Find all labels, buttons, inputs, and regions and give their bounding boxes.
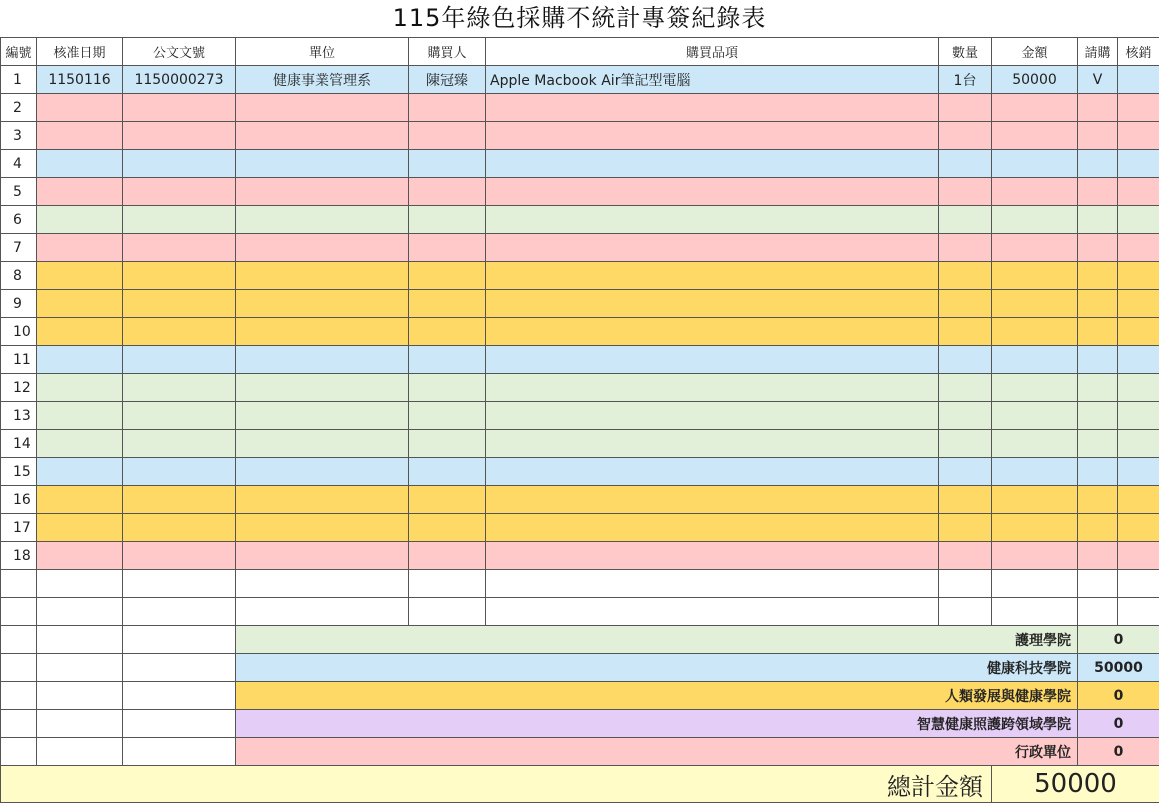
unit-cell[interactable] bbox=[236, 318, 409, 346]
request-cell[interactable] bbox=[1078, 206, 1118, 234]
quantity-cell[interactable] bbox=[939, 178, 992, 206]
quantity-cell[interactable] bbox=[939, 234, 992, 262]
header-no: 編號 bbox=[1, 38, 37, 66]
request-cell[interactable]: V bbox=[1078, 66, 1118, 94]
verify-cell[interactable] bbox=[1118, 402, 1159, 430]
empty-cell bbox=[123, 654, 236, 682]
buyer-cell[interactable] bbox=[409, 542, 486, 570]
item-cell[interactable] bbox=[486, 374, 939, 402]
amount-cell[interactable]: 50000 bbox=[992, 66, 1078, 94]
unit-cell[interactable] bbox=[236, 262, 409, 290]
college-label: 智慧健康照護跨領域學院 bbox=[236, 710, 1078, 738]
item-cell[interactable] bbox=[486, 290, 939, 318]
record-table bbox=[0, 37, 1159, 803]
doc-number-cell[interactable] bbox=[123, 598, 236, 626]
unit-cell[interactable]: 健康事業管理系 bbox=[236, 66, 409, 94]
unit-cell[interactable] bbox=[236, 94, 409, 122]
item-cell[interactable] bbox=[486, 178, 939, 206]
table-row bbox=[1, 318, 1159, 346]
buyer-cell[interactable] bbox=[409, 402, 486, 430]
request-cell[interactable] bbox=[1078, 570, 1118, 598]
item-cell[interactable] bbox=[486, 402, 939, 430]
request-cell[interactable] bbox=[1078, 458, 1118, 486]
doc-number-cell[interactable] bbox=[123, 514, 236, 542]
table-row bbox=[1, 402, 1159, 430]
unit-cell[interactable] bbox=[236, 486, 409, 514]
quantity-cell[interactable] bbox=[939, 206, 992, 234]
row-number[interactable]: 11 bbox=[1, 346, 37, 374]
empty-cell bbox=[1, 654, 37, 682]
request-cell[interactable] bbox=[1078, 402, 1118, 430]
empty-cell bbox=[123, 626, 236, 654]
empty-cell bbox=[37, 710, 123, 738]
verify-cell[interactable] bbox=[1118, 206, 1159, 234]
amount-cell[interactable] bbox=[992, 206, 1078, 234]
amount-cell[interactable] bbox=[992, 402, 1078, 430]
approval-date-cell[interactable] bbox=[37, 318, 123, 346]
quantity-cell[interactable] bbox=[939, 346, 992, 374]
approval-date-cell[interactable] bbox=[37, 178, 123, 206]
amount-cell[interactable] bbox=[992, 94, 1078, 122]
header-qty: 數量 bbox=[939, 38, 992, 66]
approval-date-cell[interactable] bbox=[37, 570, 123, 598]
request-cell[interactable] bbox=[1078, 122, 1118, 150]
header-doc: 公文文號 bbox=[123, 38, 236, 66]
item-cell[interactable] bbox=[486, 150, 939, 178]
amount-cell[interactable] bbox=[992, 570, 1078, 598]
header-verify: 核銷 bbox=[1118, 38, 1159, 66]
row-number[interactable]: 5 bbox=[1, 178, 37, 206]
empty-cell bbox=[123, 738, 236, 766]
row-number[interactable]: 2 bbox=[1, 94, 37, 122]
buyer-cell[interactable] bbox=[409, 430, 486, 458]
table-row bbox=[1, 514, 1159, 542]
verify-cell[interactable] bbox=[1118, 346, 1159, 374]
doc-number-cell[interactable] bbox=[123, 542, 236, 570]
table-row bbox=[1, 458, 1159, 486]
college-label: 行政單位 bbox=[236, 738, 1078, 766]
unit-cell[interactable] bbox=[236, 206, 409, 234]
request-cell[interactable] bbox=[1078, 374, 1118, 402]
college-subtotal: 0 bbox=[1078, 682, 1159, 710]
doc-number-cell[interactable] bbox=[123, 234, 236, 262]
verify-cell[interactable] bbox=[1118, 598, 1159, 626]
doc-number-cell[interactable] bbox=[123, 290, 236, 318]
buyer-cell[interactable] bbox=[409, 346, 486, 374]
request-cell[interactable] bbox=[1078, 94, 1118, 122]
item-cell[interactable] bbox=[486, 570, 939, 598]
buyer-cell[interactable] bbox=[409, 290, 486, 318]
verify-cell[interactable] bbox=[1118, 458, 1159, 486]
unit-cell[interactable] bbox=[236, 570, 409, 598]
row-number[interactable]: 1 bbox=[1, 66, 37, 94]
request-cell[interactable] bbox=[1078, 514, 1118, 542]
row-number[interactable]: 17 bbox=[1, 514, 37, 542]
table-row bbox=[1, 430, 1159, 458]
college-label: 健康科技學院 bbox=[236, 654, 1078, 682]
request-cell[interactable] bbox=[1078, 598, 1118, 626]
college-subtotal: 0 bbox=[1078, 710, 1159, 738]
college-subtotal: 0 bbox=[1078, 738, 1159, 766]
verify-cell[interactable] bbox=[1118, 486, 1159, 514]
header-request: 請購 bbox=[1078, 38, 1118, 66]
quantity-cell[interactable] bbox=[939, 290, 992, 318]
empty-cell bbox=[1, 710, 37, 738]
header-unit: 單位 bbox=[236, 38, 409, 66]
item-cell[interactable] bbox=[486, 430, 939, 458]
row-number[interactable]: 9 bbox=[1, 290, 37, 318]
doc-number-cell[interactable] bbox=[123, 570, 236, 598]
item-cell[interactable] bbox=[486, 234, 939, 262]
quantity-cell[interactable] bbox=[939, 150, 992, 178]
row-number[interactable]: 4 bbox=[1, 150, 37, 178]
verify-cell[interactable] bbox=[1118, 178, 1159, 206]
empty-cell bbox=[1, 738, 37, 766]
doc-number-cell[interactable] bbox=[123, 178, 236, 206]
header-buyer: 購買人 bbox=[409, 38, 486, 66]
doc-number-cell[interactable] bbox=[123, 458, 236, 486]
quantity-cell[interactable] bbox=[939, 318, 992, 346]
table-row bbox=[1, 150, 1159, 178]
unit-cell[interactable] bbox=[236, 234, 409, 262]
row-number[interactable]: 3 bbox=[1, 122, 37, 150]
row-number[interactable]: 13 bbox=[1, 402, 37, 430]
row-number[interactable] bbox=[1, 570, 37, 598]
row-number[interactable]: 8 bbox=[1, 262, 37, 290]
quantity-cell[interactable] bbox=[939, 374, 992, 402]
verify-cell[interactable] bbox=[1118, 374, 1159, 402]
buyer-cell[interactable] bbox=[409, 150, 486, 178]
doc-number-cell[interactable] bbox=[123, 486, 236, 514]
unit-cell[interactable] bbox=[236, 514, 409, 542]
item-cell[interactable] bbox=[486, 598, 939, 626]
buyer-cell[interactable]: 陳冠臻 bbox=[409, 66, 486, 94]
total-label: 總計金額 bbox=[1, 766, 992, 803]
item-cell[interactable] bbox=[486, 514, 939, 542]
amount-cell[interactable] bbox=[992, 542, 1078, 570]
row-number[interactable]: 12 bbox=[1, 374, 37, 402]
item-cell[interactable] bbox=[486, 94, 939, 122]
request-cell[interactable] bbox=[1078, 290, 1118, 318]
amount-cell[interactable] bbox=[992, 486, 1078, 514]
verify-cell[interactable] bbox=[1118, 150, 1159, 178]
amount-cell[interactable] bbox=[992, 598, 1078, 626]
quantity-cell[interactable] bbox=[939, 458, 992, 486]
table-row bbox=[1, 598, 1159, 626]
unit-cell[interactable] bbox=[236, 374, 409, 402]
amount-cell[interactable] bbox=[992, 458, 1078, 486]
buyer-cell[interactable] bbox=[409, 486, 486, 514]
quantity-cell[interactable] bbox=[939, 514, 992, 542]
row-number[interactable]: 10 bbox=[1, 318, 37, 346]
table-row bbox=[1, 234, 1159, 262]
quantity-cell[interactable] bbox=[939, 402, 992, 430]
amount-cell[interactable] bbox=[992, 290, 1078, 318]
approval-date-cell[interactable] bbox=[37, 290, 123, 318]
item-cell[interactable] bbox=[486, 542, 939, 570]
empty-cell bbox=[123, 710, 236, 738]
approval-date-cell[interactable] bbox=[37, 94, 123, 122]
summary-row bbox=[1, 710, 1159, 738]
verify-cell[interactable] bbox=[1118, 94, 1159, 122]
buyer-cell[interactable] bbox=[409, 374, 486, 402]
unit-cell[interactable] bbox=[236, 402, 409, 430]
row-number[interactable]: 7 bbox=[1, 234, 37, 262]
quantity-cell[interactable] bbox=[939, 598, 992, 626]
amount-cell[interactable] bbox=[992, 178, 1078, 206]
approval-date-cell[interactable]: 1150116 bbox=[37, 66, 123, 94]
verify-cell[interactable] bbox=[1118, 570, 1159, 598]
empty-cell bbox=[37, 626, 123, 654]
approval-date-cell[interactable] bbox=[37, 150, 123, 178]
approval-date-cell[interactable] bbox=[37, 598, 123, 626]
request-cell[interactable] bbox=[1078, 486, 1118, 514]
approval-date-cell[interactable] bbox=[37, 234, 123, 262]
sheet-title: 115年綠色採購不統計專簽紀錄表 bbox=[392, 4, 767, 32]
row-number[interactable]: 18 bbox=[1, 542, 37, 570]
item-cell[interactable] bbox=[486, 458, 939, 486]
quantity-cell[interactable] bbox=[939, 486, 992, 514]
approval-date-cell[interactable] bbox=[37, 206, 123, 234]
approval-date-cell[interactable] bbox=[37, 458, 123, 486]
amount-cell[interactable] bbox=[992, 318, 1078, 346]
amount-cell[interactable] bbox=[992, 374, 1078, 402]
verify-cell[interactable] bbox=[1118, 430, 1159, 458]
row-number[interactable]: 15 bbox=[1, 458, 37, 486]
quantity-cell[interactable] bbox=[939, 542, 992, 570]
unit-cell[interactable] bbox=[236, 122, 409, 150]
doc-number-cell[interactable] bbox=[123, 94, 236, 122]
header-date: 核准日期 bbox=[37, 38, 123, 66]
row-number[interactable]: 14 bbox=[1, 430, 37, 458]
doc-number-cell[interactable] bbox=[123, 262, 236, 290]
buyer-cell[interactable] bbox=[409, 94, 486, 122]
table-row bbox=[1, 122, 1159, 150]
verify-cell[interactable] bbox=[1118, 234, 1159, 262]
doc-number-cell[interactable]: 1150000273 bbox=[123, 66, 236, 94]
unit-cell[interactable] bbox=[236, 542, 409, 570]
item-cell[interactable] bbox=[486, 346, 939, 374]
unit-cell[interactable] bbox=[236, 178, 409, 206]
approval-date-cell[interactable] bbox=[37, 402, 123, 430]
table-row bbox=[1, 66, 1159, 94]
college-subtotal: 0 bbox=[1078, 626, 1159, 654]
summary-row bbox=[1, 654, 1159, 682]
verify-cell[interactable] bbox=[1118, 66, 1159, 94]
request-cell[interactable] bbox=[1078, 150, 1118, 178]
summary-row bbox=[1, 738, 1159, 766]
empty-cell bbox=[123, 682, 236, 710]
unit-cell[interactable] bbox=[236, 430, 409, 458]
buyer-cell[interactable] bbox=[409, 458, 486, 486]
quantity-cell[interactable] bbox=[939, 262, 992, 290]
request-cell[interactable] bbox=[1078, 346, 1118, 374]
doc-number-cell[interactable] bbox=[123, 402, 236, 430]
unit-cell[interactable] bbox=[236, 346, 409, 374]
total-amount: 50000 bbox=[992, 766, 1159, 803]
table-row bbox=[1, 290, 1159, 318]
request-cell[interactable] bbox=[1078, 262, 1118, 290]
doc-number-cell[interactable] bbox=[123, 206, 236, 234]
request-cell[interactable] bbox=[1078, 234, 1118, 262]
unit-cell[interactable] bbox=[236, 598, 409, 626]
request-cell[interactable] bbox=[1078, 542, 1118, 570]
amount-cell[interactable] bbox=[992, 346, 1078, 374]
approval-date-cell[interactable] bbox=[37, 374, 123, 402]
approval-date-cell[interactable] bbox=[37, 346, 123, 374]
amount-cell[interactable] bbox=[992, 430, 1078, 458]
buyer-cell[interactable] bbox=[409, 206, 486, 234]
item-cell[interactable] bbox=[486, 206, 939, 234]
item-cell[interactable] bbox=[486, 262, 939, 290]
doc-number-cell[interactable] bbox=[123, 318, 236, 346]
table-row bbox=[1, 94, 1159, 122]
header-amount: 金額 bbox=[992, 38, 1078, 66]
verify-cell[interactable] bbox=[1118, 290, 1159, 318]
table-row bbox=[1, 178, 1159, 206]
amount-cell[interactable] bbox=[992, 150, 1078, 178]
buyer-cell[interactable] bbox=[409, 570, 486, 598]
college-subtotal: 50000 bbox=[1078, 654, 1159, 682]
buyer-cell[interactable] bbox=[409, 514, 486, 542]
summary-row bbox=[1, 626, 1159, 654]
empty-cell bbox=[37, 682, 123, 710]
doc-number-cell[interactable] bbox=[123, 374, 236, 402]
table-row bbox=[1, 346, 1159, 374]
row-number[interactable]: 16 bbox=[1, 486, 37, 514]
buyer-cell[interactable] bbox=[409, 318, 486, 346]
request-cell[interactable] bbox=[1078, 430, 1118, 458]
doc-number-cell[interactable] bbox=[123, 122, 236, 150]
verify-cell[interactable] bbox=[1118, 318, 1159, 346]
buyer-cell[interactable] bbox=[409, 598, 486, 626]
quantity-cell[interactable] bbox=[939, 122, 992, 150]
doc-number-cell[interactable] bbox=[123, 150, 236, 178]
verify-cell[interactable] bbox=[1118, 122, 1159, 150]
empty-cell bbox=[1, 626, 37, 654]
college-label: 護理學院 bbox=[236, 626, 1078, 654]
unit-cell[interactable] bbox=[236, 290, 409, 318]
approval-date-cell[interactable] bbox=[37, 486, 123, 514]
row-number[interactable]: 6 bbox=[1, 206, 37, 234]
college-label: 人類發展與健康學院 bbox=[236, 682, 1078, 710]
table-row bbox=[1, 542, 1159, 570]
verify-cell[interactable] bbox=[1118, 514, 1159, 542]
approval-date-cell[interactable] bbox=[37, 542, 123, 570]
approval-date-cell[interactable] bbox=[37, 514, 123, 542]
table-row bbox=[1, 570, 1159, 598]
request-cell[interactable] bbox=[1078, 318, 1118, 346]
header-row bbox=[1, 38, 1159, 66]
verify-cell[interactable] bbox=[1118, 542, 1159, 570]
item-cell[interactable] bbox=[486, 122, 939, 150]
quantity-cell[interactable] bbox=[939, 430, 992, 458]
buyer-cell[interactable] bbox=[409, 178, 486, 206]
amount-cell[interactable] bbox=[992, 514, 1078, 542]
verify-cell[interactable] bbox=[1118, 262, 1159, 290]
unit-cell[interactable] bbox=[236, 150, 409, 178]
quantity-cell[interactable]: 1台 bbox=[939, 66, 992, 94]
item-cell[interactable] bbox=[486, 318, 939, 346]
quantity-cell[interactable] bbox=[939, 570, 992, 598]
buyer-cell[interactable] bbox=[409, 262, 486, 290]
row-number[interactable] bbox=[1, 598, 37, 626]
amount-cell[interactable] bbox=[992, 262, 1078, 290]
buyer-cell[interactable] bbox=[409, 234, 486, 262]
table-row bbox=[1, 206, 1159, 234]
buyer-cell[interactable] bbox=[409, 122, 486, 150]
item-cell[interactable] bbox=[486, 486, 939, 514]
doc-number-cell[interactable] bbox=[123, 346, 236, 374]
empty-cell bbox=[37, 738, 123, 766]
item-cell[interactable]: Apple Macbook Air筆記型電腦 bbox=[486, 66, 939, 94]
header-item: 購買品項 bbox=[486, 38, 939, 66]
amount-cell[interactable] bbox=[992, 234, 1078, 262]
empty-cell bbox=[1, 682, 37, 710]
total-row bbox=[1, 766, 1159, 803]
table-row bbox=[1, 374, 1159, 402]
unit-cell[interactable] bbox=[236, 458, 409, 486]
table-row bbox=[1, 486, 1159, 514]
summary-row bbox=[1, 682, 1159, 710]
approval-date-cell[interactable] bbox=[37, 122, 123, 150]
approval-date-cell[interactable] bbox=[37, 430, 123, 458]
table-row bbox=[1, 262, 1159, 290]
approval-date-cell[interactable] bbox=[37, 262, 123, 290]
amount-cell[interactable] bbox=[992, 122, 1078, 150]
doc-number-cell[interactable] bbox=[123, 430, 236, 458]
empty-cell bbox=[37, 654, 123, 682]
request-cell[interactable] bbox=[1078, 178, 1118, 206]
quantity-cell[interactable] bbox=[939, 94, 992, 122]
